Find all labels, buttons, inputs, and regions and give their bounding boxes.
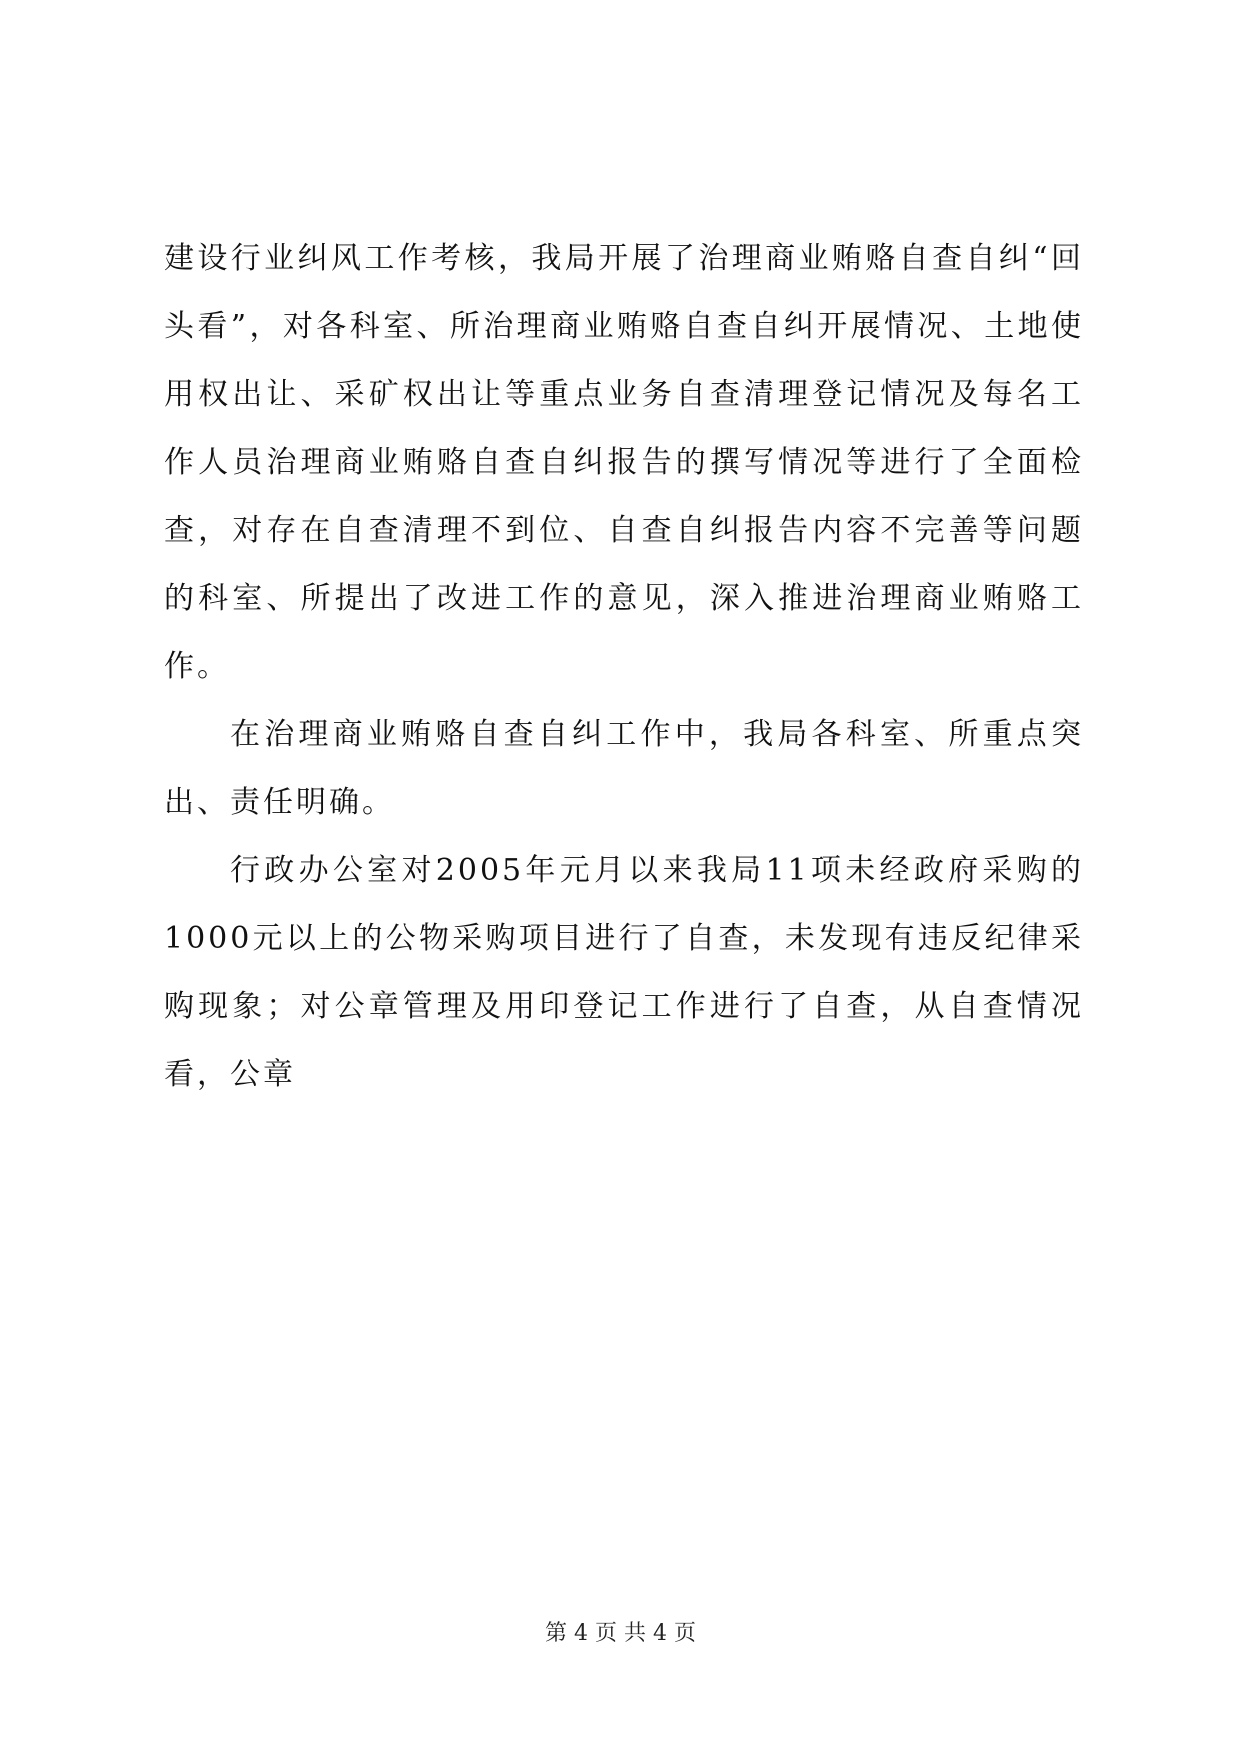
- page-footer: 第 4 页 共 4 页: [545, 1621, 696, 1646]
- document-body: [164, 225, 1084, 1109]
- paragraph-3: 行政办公室对2005年元月以来我局11项未经政府采购的1000元以上的公物采购项目进行了自查，未发现有违反纪律采购现象；对公章管理及用印登记工作进行了自查，从自查情况看，公章: [164, 853, 1084, 1092]
- paragraph-1: 建设行业纠风工作考核，我局开展了治理商业贿赂自查自纠“回头看”，对各科室、所治理商业贿赂自查自纠开展情况、土地使用权出让、采矿权出让等重点业务自查清理登记情况及每名工作人员治理商业贿赂自查自纠报告的撰写情况等进行了全面检查，对存在自查清理不到位、自查自纠报告内容不完善等问题的科室、所提出了改进工作的意见，深入推进治理商业贿赂工作。: [164, 241, 1084, 684]
- paragraph-2: 在治理商业贿赂自查自纠工作中，我局各科室、所重点突出、责任明确。: [164, 717, 1084, 820]
